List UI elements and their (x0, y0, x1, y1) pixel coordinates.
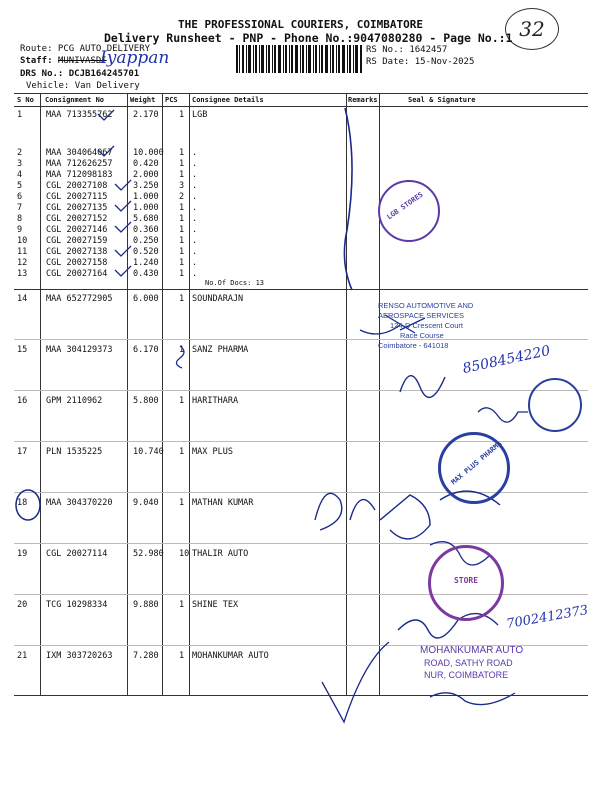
cell-sno: 4 (17, 170, 23, 180)
cell-consignment: CGL 20027146 (46, 225, 108, 235)
col-seal: Seal & Signature (408, 96, 476, 104)
signature-row21 (430, 693, 515, 705)
renso-line-4: Race Course (400, 331, 444, 340)
cell-pcs: 1 (179, 396, 185, 406)
cell-pcs: 1 (179, 247, 185, 257)
tick-mark-7 (115, 266, 131, 276)
cell-consignee: SANZ PHARMA (192, 345, 249, 355)
round-stamp-row16 (528, 378, 582, 432)
cell-consignee: . (192, 258, 198, 268)
cell-consignment: CGL 20027159 (46, 236, 108, 246)
signature-row15 (400, 376, 445, 398)
col-consignment: Consignment No (45, 96, 105, 104)
cell-sno: 20 (17, 600, 28, 610)
tick-mark-5 (115, 222, 131, 232)
cell-weight: 1.240 (133, 258, 159, 268)
mohankumar-stamp (410, 645, 523, 681)
cell-weight: 0.420 (133, 159, 159, 169)
renso-line-2: AEROSPACE SERVICES (378, 311, 465, 320)
cell-sno: 13 (17, 269, 28, 279)
cell-weight: 0.430 (133, 269, 159, 279)
cell-weight: 0.250 (133, 236, 159, 246)
cell-pcs: 1 (179, 159, 185, 169)
bracket-mark (344, 108, 352, 290)
cell-consignee: . (192, 214, 198, 224)
cell-weight: 1.000 (133, 203, 159, 213)
cell-consignee: . (192, 192, 198, 202)
route: Route: PCG AUTO DELIVERY (20, 44, 151, 54)
cell-pcs: 1 (179, 447, 185, 457)
cell-sno: 17 (17, 447, 28, 457)
cell-pcs: 1 (179, 269, 185, 279)
renso-line-5: Coimbatore - 641018 (378, 341, 449, 350)
cell-pcs: 1 (179, 203, 185, 213)
lgb-stamp: LGB STORES (378, 180, 440, 242)
cell-consignment: CGL 20027152 (46, 214, 108, 224)
staff-handwritten: Iyappan (100, 48, 170, 68)
cell-weight: 7.280 (133, 651, 159, 661)
cell-pcs: 2 (179, 192, 185, 202)
vehicle: Vehicle: Van Delivery (26, 81, 140, 91)
cell-weight: 9.040 (133, 498, 159, 508)
cell-consignment: MAA 652772905 (46, 294, 113, 304)
col-weight: Weight (130, 96, 156, 104)
cell-pcs: 1 (179, 110, 185, 120)
cell-consignment: MAA 712098183 (46, 170, 113, 180)
cell-consignee: THALIR AUTO (192, 549, 249, 559)
cell-consignee: . (192, 236, 198, 246)
cell-weight: 10.740 (133, 447, 164, 457)
cell-consignee: . (192, 247, 198, 257)
company-title: THE PROFESSIONAL COURIERS, COIMBATORE (178, 18, 424, 31)
cell-sno: 3 (17, 159, 23, 169)
col-pcs: PCS (165, 96, 178, 104)
checkmark-row21 (322, 642, 389, 722)
cell-consignee: . (192, 203, 198, 213)
tick-mark-6 (115, 246, 131, 256)
cell-pcs: 1 (179, 345, 185, 355)
cell-consignee: . (192, 159, 198, 169)
maxplus-stamp: MAX PLUS PHARMA (438, 432, 510, 504)
cell-consignee: . (192, 225, 198, 235)
handwritten-phone: 8508454220 (461, 342, 552, 378)
cell-pcs: 1 (179, 498, 185, 508)
tick-mark-1 (98, 110, 114, 120)
cell-sno: 14 (17, 294, 28, 304)
cell-pcs: 1 (179, 214, 185, 224)
cell-consignment: MAA 304064067 (46, 148, 113, 158)
cell-consignee: . (192, 181, 198, 191)
cell-consignee: MAX PLUS (192, 447, 233, 457)
cell-weight: 5.800 (133, 396, 159, 406)
cell-sno: 10 (17, 236, 28, 246)
tick-mark-3 (115, 180, 131, 190)
mohan-line-2: ROAD, SATHY ROAD (424, 658, 513, 668)
signature-row16 (478, 408, 528, 422)
cell-consignee: SHINE TEX (192, 600, 239, 610)
mohan-line-1: MOHANKUMAR AUTO (420, 645, 524, 656)
cell-sno: 9 (17, 225, 23, 235)
cell-consignee: . (192, 269, 198, 279)
cell-consignment: MAA 304370220 (46, 498, 113, 508)
renso-stamp (378, 301, 473, 351)
cell-consignee: SOUNDARAJN (192, 294, 244, 304)
cell-sno: 18 (17, 498, 28, 508)
mohan-line-3: NUR, COIMBATORE (424, 670, 509, 680)
staff-value: MUNIVASDI (57, 56, 107, 66)
cell-sno: 19 (17, 549, 28, 559)
cell-weight: 0.360 (133, 225, 159, 235)
cell-consignee: LGB (192, 110, 208, 120)
cell-sno: 1 (17, 110, 23, 120)
cell-weight: 2.170 (133, 110, 159, 120)
cell-weight: 5.680 (133, 214, 159, 224)
cell-consignee: . (192, 170, 198, 180)
cell-consignment: PLN 1535225 (46, 447, 103, 457)
cell-weight: 10.000 (133, 148, 164, 158)
handwritten-number-row20: 7002412373 (505, 602, 590, 633)
cell-pcs: 1 (179, 651, 185, 661)
rs-number: RS No.: 1642457 (366, 45, 448, 55)
page-mark: 32 (505, 8, 559, 50)
cell-pcs: 1 (179, 170, 185, 180)
cell-pcs: 1 (179, 600, 185, 610)
cell-sno: 2 (17, 148, 23, 158)
cell-pcs: 1 (179, 294, 185, 304)
cell-sno: 5 (17, 181, 23, 191)
cell-weight: 1.000 (133, 192, 159, 202)
cell-pcs: 1 (179, 148, 185, 158)
cell-consignment: CGL 20027158 (46, 258, 108, 268)
col-remarks: Remarks (348, 96, 378, 104)
cell-consignment: CGL 20027164 (46, 269, 108, 279)
no-of-docs: No.Of Docs: 13 (205, 279, 265, 287)
cell-sno: 21 (17, 651, 28, 661)
cell-pcs: 3 (179, 181, 185, 191)
cell-sno: 11 (17, 247, 28, 257)
tick-mark-4 (115, 201, 131, 211)
cell-consignee: MATHAN KUMAR (192, 498, 254, 508)
cell-consignment: CGL 20027114 (46, 549, 108, 559)
cell-weight: 6.000 (133, 294, 159, 304)
cell-consignment: IXM 303720263 (46, 651, 113, 661)
cell-weight: 2.000 (133, 170, 159, 180)
cell-sno: 15 (17, 345, 28, 355)
col-consignee: Consignee Details (192, 96, 264, 104)
rs-date: RS Date: 15-Nov-2025 (366, 57, 475, 67)
cell-consignee: HARITHARA (192, 396, 239, 406)
cell-weight: 3.250 (133, 181, 159, 191)
cell-consignment: CGL 20027108 (46, 181, 108, 191)
tick-mark-2 (98, 146, 114, 156)
cell-consignment: CGL 20027115 (46, 192, 108, 202)
cell-pcs: 10 (179, 549, 190, 559)
cell-consignment: CGL 20027138 (46, 247, 108, 257)
cell-consignment: MAA 712626257 (46, 159, 113, 169)
drs-number: DRS No.: DCJB164245701 (20, 69, 140, 79)
cell-consignment: GPM 2110962 (46, 396, 103, 406)
signature-row20 (398, 614, 498, 638)
cell-weight: 52.980 (133, 549, 164, 559)
cell-consignment: MAA 304129373 (46, 345, 113, 355)
renso-line-1: RENSO AUTOMOTIVE AND (378, 301, 474, 310)
cell-sno: 7 (17, 203, 23, 213)
cell-sno: 16 (17, 396, 28, 406)
cell-sno: 12 (17, 258, 28, 268)
col-sno: S No (17, 96, 34, 104)
cell-consignee: . (192, 148, 198, 158)
cell-consignment: CGL 20027135 (46, 203, 108, 213)
cell-weight: 9.880 (133, 600, 159, 610)
staff-label: Staff: (20, 56, 53, 66)
cell-weight: 0.520 (133, 247, 159, 257)
cell-sno: 6 (17, 192, 23, 202)
cell-pcs: 1 (179, 236, 185, 246)
runsheet-title: Delivery Runsheet - PNP - Phone No.:9047080280 - Page No.:1 (104, 31, 513, 45)
auto-stamp: STORE (428, 545, 504, 621)
cell-weight: 6.170 (133, 345, 159, 355)
circle-row18 (16, 490, 40, 520)
renso-line-3: 124-D Crescent Court (390, 321, 463, 330)
cell-consignment: MAA 713355762 (46, 110, 113, 120)
cell-consignment: TCG 10298334 (46, 600, 108, 610)
pcs-mark-row15 (176, 346, 184, 368)
cell-pcs: 1 (179, 258, 185, 268)
cell-pcs: 1 (179, 225, 185, 235)
cell-sno: 8 (17, 214, 23, 224)
cell-consignee: MOHANKUMAR AUTO (192, 651, 269, 661)
